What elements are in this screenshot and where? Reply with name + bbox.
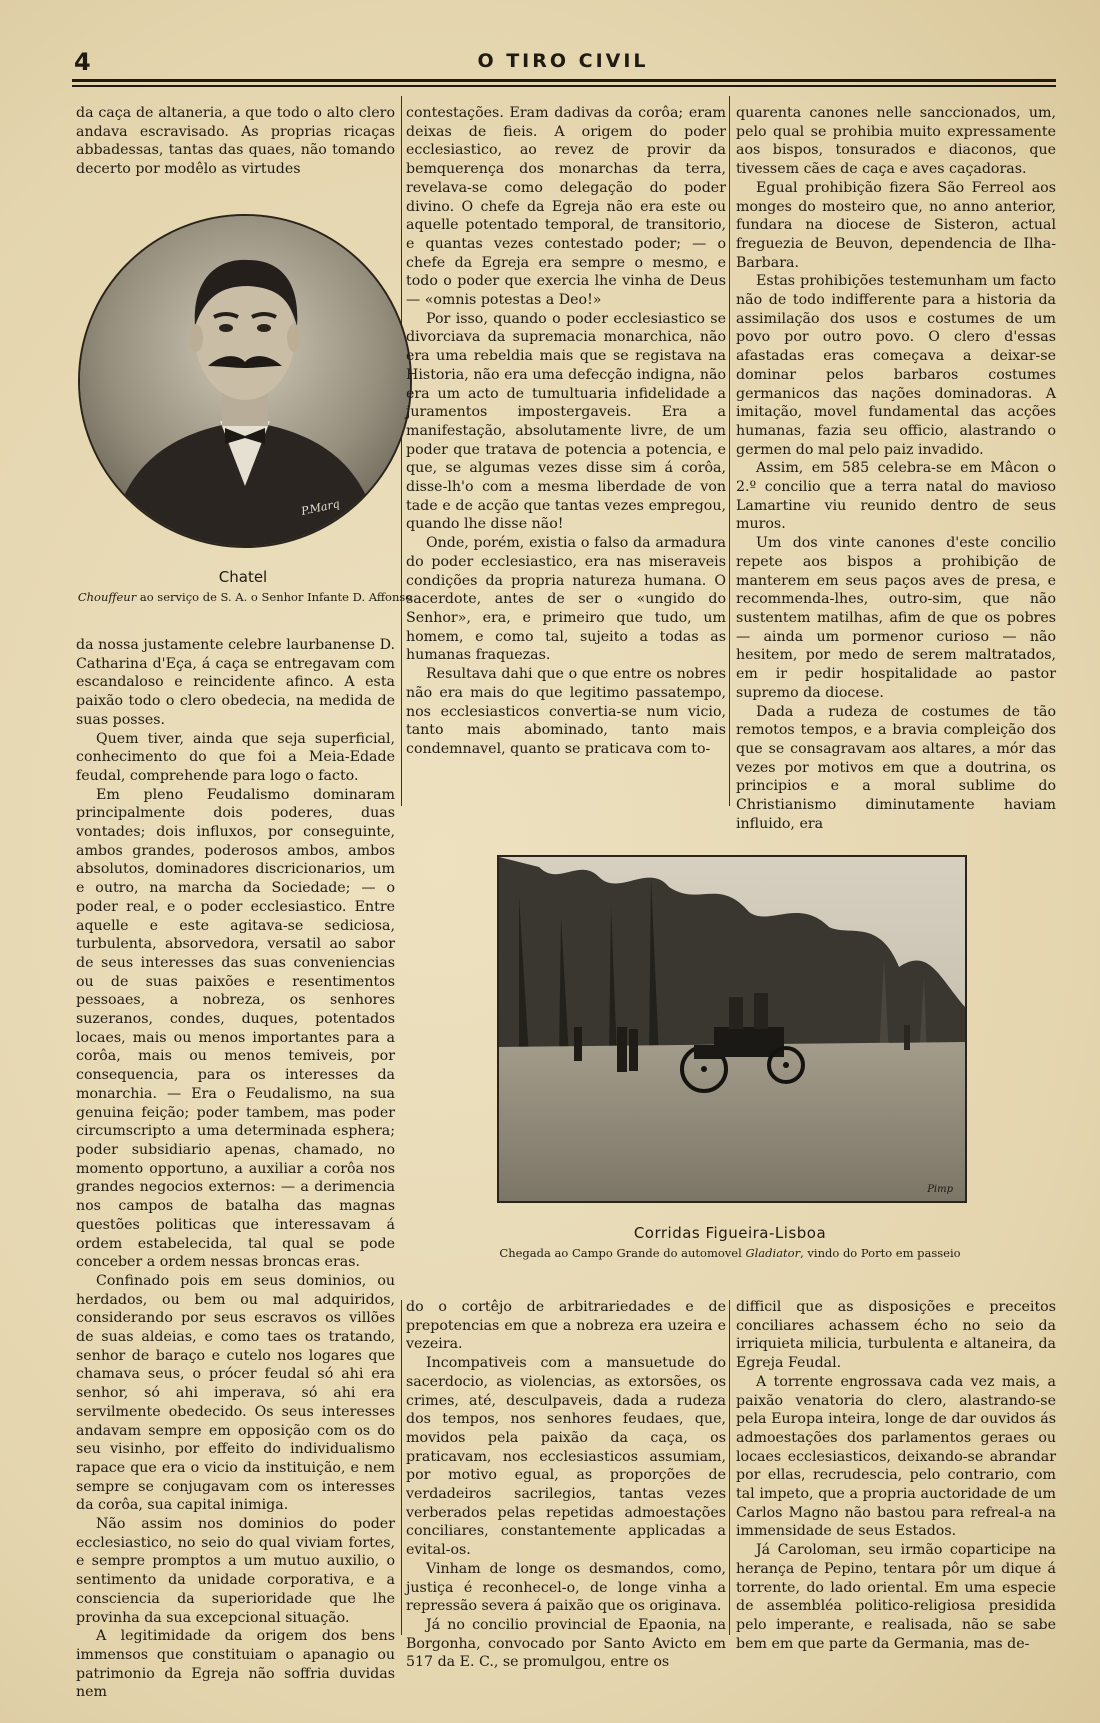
column-divider: [401, 1300, 402, 1635]
column-3-top: [736, 104, 1056, 833]
column-divider: [729, 96, 730, 806]
paragraph: Já Caroloman, seu irmão coparticipe na herança de Pepino, tentara pôr um dique á torrente, do lado oriental. Em uma especie de assembléa politico-religiosa presidida pelo imperante, e realisada, não se sabe bem em que parte da Germania, mas de-: [736, 1542, 1056, 1652]
photo-caption-car-name: Gladiator: [745, 1246, 801, 1260]
paragraph: contestações. Eram dadivas da corôa; eram deixas de fieis. A origem do poder ecclesiastico, ao revez de provir da bemquerença dos monarchas da terra, revelava-se como delegação do poder divino. O chefe da Egreja não era este ou aquelle potentado temporal, de transitorio, e quantas vezes contestado poder; — o chefe da Egreja era sempre o mesmo, e todo o poder que exercia lhe vinha de Deus — «omnis potestas a Deo!»: [406, 105, 726, 309]
column-1-bottom: [76, 636, 395, 1702]
paragraph: Quem tiver, ainda que seja superficial, conhecimento do que foi a Meia-Edade feudal, comprehende para logo o facto.: [76, 730, 395, 784]
paragraph: Incompativeis com a mansuetude do sacerdocio, as violencias, as extorsões, os crimes, até, desculpaveis, dada a rudeza dos tempos, nos senhores feudaes, que, movidos pela paixão da caça, os praticavam, nos ecclesiasticos assumiam, por motivo egual, as proporções de verdadeiros sacrilegios, tantas vezes verberados pelas repetidas admoestações conciliares, constantemente applicadas a evital-os.: [406, 1355, 726, 1559]
paragraph: Já no concilio provincial de Epaonia, na Borgonha, convocado por Santo Avicto em 517 da E. C., se promulgou, entre os: [406, 1616, 726, 1671]
portrait-caption-role: Chouffeur: [77, 590, 137, 604]
paragraph: Em pleno Feudalismo dominaram principalmente dois poderes, duas vontades; dois influxos, por conseguinte, ambos grandes, poderosos ambos, ambos absolutos, dominadores discricionarios, um e outro, na marcha da Sociedade; — o poder real, e o poder ecclesiastico. Entre aquelle e este agitava-se sediciosa, turbulenta, absorvedora, versatil ao sabor de seus interesses das suas conveniencias ou de suas paixões e resentimentos pessoaes, a nobreza, os senhores suzeranos, condes, duques, potentados locaes, mais ou menos importantes para a corôa, mais ou menos temiveis, por consequencia, para os interesses da monarchia. — Era o Feudalismo, na sua genuina feição; poder tambem, mas poder circumscripto a uma determinada esphera; poder subsidiario apenas, chamado, no momento opportuno, a auxiliar a corôa nos grandes negocios externos: — a derimencia nos campos de batalha das magnas questões politicas que interessavam á ordem estabelecida, tal qual se pode conceber a ordem nessas broncas eras.: [76, 786, 395, 1271]
paragraph: Dada a rudeza de costumes de tão remotos tempos, e a bravia compleição dos que se consagravam aos altares, a mór das vezes por motivos em que a doutrina, os principios e a moral sublime do Christianismo diminutamente haviam influido, era: [736, 703, 1056, 832]
page-number: 4: [74, 48, 91, 76]
portrait-caption-rest: ao serviço de S. A. o Senhor Infante D. Affonso: [136, 590, 413, 604]
paragraph: Onde, porém, existia o falso da armadura do poder ecclesiastico, era nas miseraveis condições da propria natureza humana. O sacerdote, antes de ser o «ungido do Senhor», era, e primeiro que tudo, um homem, e como tal, sujeito a todas as humanas fraquezas.: [406, 535, 726, 664]
paragraph: Resultava dahi que o que entre os nobres não era mais do que legitimo passatempo, nos ecclesiasticos convertia-se num vicio, tanto mais abominado, tanto mais condemnavel, quanto se praticava com to-: [406, 666, 726, 757]
paragraph: Assim, em 585 celebra-se em Mâcon o 2.º concilio que a terra natal do mavioso Lamartine viu reunido dentro de seus muros.: [736, 460, 1056, 533]
column-2-bottom: [406, 1298, 726, 1672]
header-rule-thick: [72, 79, 1056, 82]
paragraph: quarenta canones nelle sanccionados, um, pelo qual se prohibia muito expressamente aos bispos, tonsurados e diaconos, que tivessem cães de caça e aves caçadoras.: [736, 105, 1056, 178]
paragraph: Um dos vinte canones d'este concilio repete aos bispos a prohibição de manterem em seus paços aves de presa, e recommenda-lhes, outro-sim, que não sustentem matilhas, afim de que os pobres — ainda um pormenor curioso — não hesitem, por medo de serem maltratados, em ir pedir hospitalidade ao pastor supremo da diocese.: [736, 535, 1056, 701]
column-3-bottom: [736, 1298, 1056, 1653]
paragraph: Por isso, quando o poder ecclesiastico se divorciava da supremacia monarchica, não era uma rebeldia mais que se registava na Historia, não era uma defecção indigna, não era um acto de tumultuaria infidelidade a juramentos impostergaveis. Era a manifestação, absolutamente livre, de um poder que tratava de potencia a potencia, e que, se algumas vezes disse sim á corôa, disse-lh'o com a mesma liberdade de von tade e de acção que tantas vezes empregou, quando lhe disse não!: [406, 310, 726, 533]
paragraph: difficil que as disposições e preceitos conciliares achassem écho no seio da irriquieta milicia, turbulenta e altaneira, da Egreja Feudal.: [736, 1299, 1056, 1372]
paragraph: A legitimidade da origem dos bens immensos que constituiam o apanagio ou patrimonio da Egreja não soffria duvidas nem: [76, 1628, 395, 1701]
car-photo: [497, 855, 967, 1203]
paragraph: da nossa justamente celebre laurbanense D. Catharina d'Eça, á caça se entregavam com escandaloso e reincidente afinco. A esta paixão todo o clero obedecia, na medida de suas posses.: [76, 637, 395, 728]
paragraph: A torrente engrossava cada vez mais, a paixão venatoria do clero, alastrando-se pela Europa inteira, longe de dar ouvidos ás admoestações dos parlamentos geraes ou locaes ecclesiasticos, deixando-se abrandar por ellas, recrudescia, pelo contrario, com tal impeto, que a propria auctoridade de um Carlos Magno não bastou para refreal-a na immensidade de seus Estados.: [736, 1373, 1056, 1540]
photo-caption-title: Corridas Figueira-Lisboa: [633, 1224, 827, 1242]
portrait-signature: P.Marq: [300, 497, 341, 518]
running-title: O TIRO CIVIL: [477, 50, 649, 72]
paragraph: da caça de altaneria, a que todo o alto clero andava escravisado. As proprias ricaças abbadessas, tantas das quaes, não tomando decerto por modêlo as virtudes: [76, 105, 395, 178]
paragraph: Egual prohibição fizera São Ferreol aos monges do mosteiro que, no anno anterior, fundara na diocese de Sisteron, actual freguezia de Beuvon, dependencia de Ilha-Barbara.: [736, 179, 1056, 271]
column-divider: [729, 1300, 730, 1635]
photo-signature: Pimp: [927, 1184, 953, 1195]
portrait-caption-name: Chatel: [218, 568, 268, 586]
paragraph: Não assim nos dominios do poder ecclesiastico, no seio do qual viviam fortes, e sempre promptos a um mutuo auxilio, o sentimento da unidade corporativa, e a consciencia da superioridade que lhe provinha da sua excepcional situação.: [76, 1516, 395, 1626]
column-2-top: [406, 104, 726, 759]
paragraph: do o cortêjo de arbitrariedades e de prepotencias em que a nobreza era uzeira e vezeira.: [406, 1299, 726, 1353]
photo-caption-pre: Chegada ao Campo Grande do automovel: [499, 1246, 746, 1260]
column-1-top: [76, 104, 395, 179]
paragraph: Estas prohibições testemunham um facto não de todo indifferente para a historia da assimilação dos usos e costumes de um povo por outro povo. O clero d'essas afastadas eras começava a deixar-se dominar pelos barbaros costumes germanicos das nações dominadoras. A imitação, movel fundamental das acções humanas, fazia seu officio, alastrando o germen do mal pelo paiz invadido.: [736, 273, 1056, 458]
paragraph: Confinado pois em seus dominios, ou herdados, ou bem ou mal adquiridos, considerando por seus escravos os villões de suas aldeias, e como taes os tratando, senhor de baraço e cutelo nos logares que chamava seus, o prócer feudal só ahi era senhor, só ahi imperava, só ahi era servilmente obedecido. Os seus interesses andavam sempre em opposição com os do seu visinho, por effeito do individualismo rapace que era o vicio da instituição, e nem sempre se conjugavam com os interesses da corôa, sua capital inimiga.: [76, 1272, 395, 1514]
portrait-illustration: [80, 216, 410, 546]
portrait-photo: [78, 214, 412, 548]
car-photo-illustration: [499, 857, 965, 1201]
portrait-caption-sub: [60, 590, 430, 604]
photo-caption-sub: [470, 1246, 990, 1260]
column-divider: [401, 636, 402, 806]
photo-caption-post: , vindo do Porto em passeio: [800, 1246, 961, 1260]
paragraph: Vinham de longe os desmandos, como, justiça é reconhecel-o, de longe vinha a repressão severa á paixão que os originava.: [406, 1560, 726, 1615]
page-header: [70, 46, 1056, 76]
header-rule-thin: [72, 85, 1056, 87]
